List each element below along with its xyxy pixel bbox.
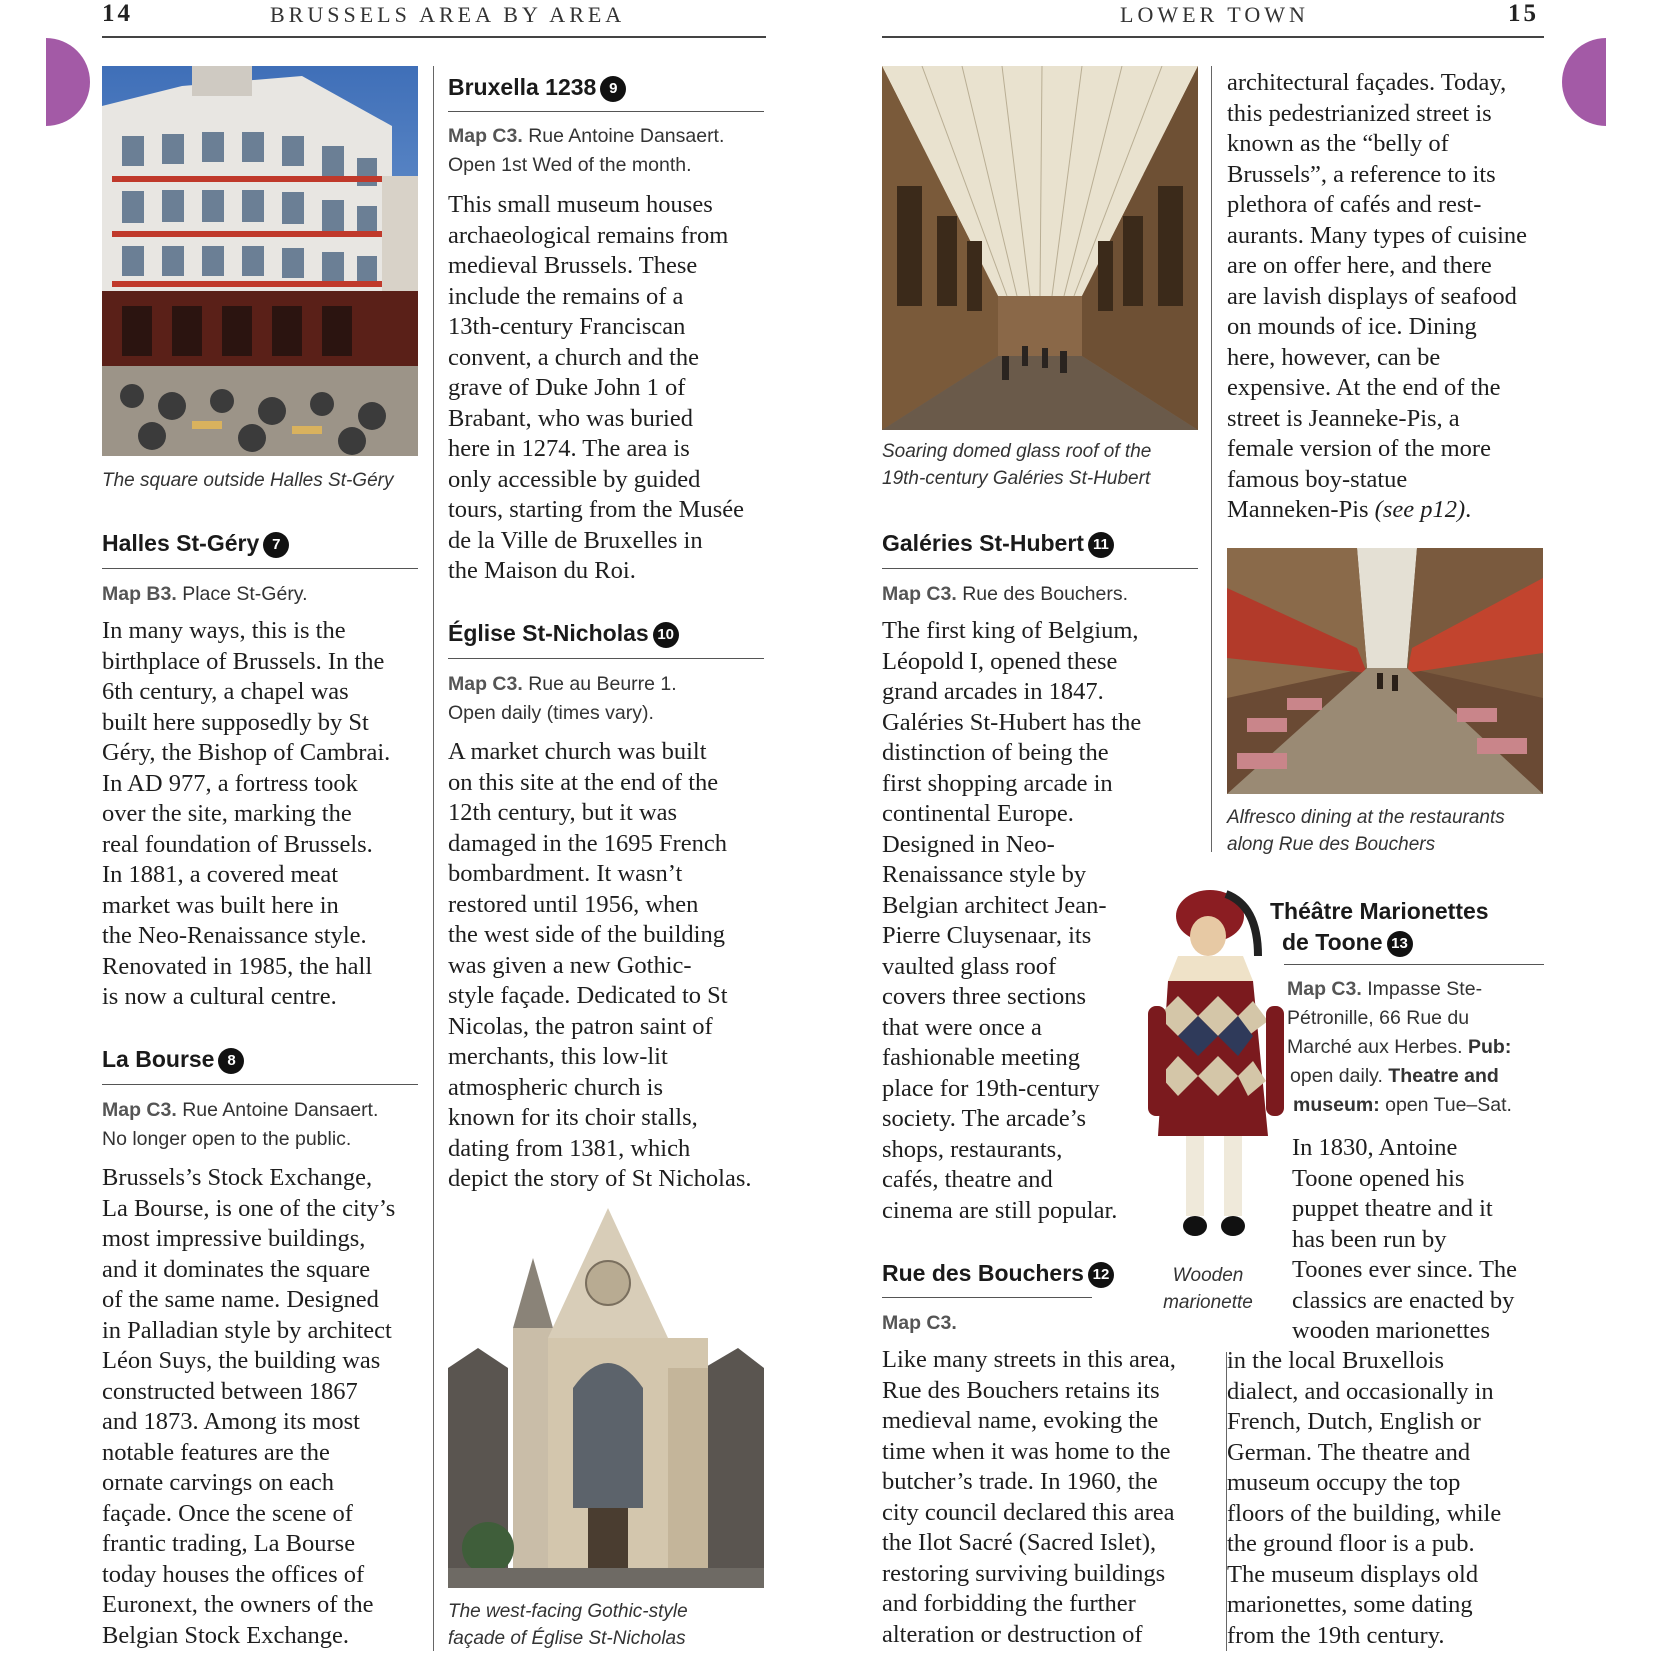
halles-title: Halles St-Géry (102, 530, 260, 556)
galeries-photo (882, 66, 1198, 430)
halles-number-badge: 7 (263, 532, 289, 558)
bourse-address: Rue Antoine Dansaert. (182, 1099, 379, 1121)
galeries-heading (882, 530, 1114, 558)
halles-body: In many ways, this is the birthplace of Brussels. In the 6th century, a chapel was built here supposedly by St Géry, the Bishop of Cambrai. In AD 977, a fortress took over the site, marking the real foundation of Brussels. In 1881, a covered meat market was built here in the Neo-Renaissance style. Renovated in 1985, the hall is now a cultural centre. (102, 617, 391, 1010)
bouchers-map-ref: Map C3. (882, 1312, 957, 1334)
toone-title-line2: de Toone (1282, 929, 1383, 955)
right-page-number: 15 (1508, 0, 1539, 27)
left-page-number: 14 (102, 0, 133, 27)
galeries-photo-caption: Soaring domed glass roof of the 19th-century Galéries St-Hubert (882, 441, 1152, 489)
bouchers-title: Rue des Bouchers (882, 1260, 1084, 1286)
toone-body: in the local Bruxellois dialect, and occasionally in French, Dutch, English or German. The theatre and museum occupy the top floors of the building, while the ground floor is a pub. The museum displays old marionettes, some dating from the 19th century. (1227, 1347, 1502, 1649)
bruxella-map-ref: Map C3. (448, 125, 523, 147)
bruxella-body: This small museum houses archaeological remains from medieval Brussels. These include the remains of a 13th-century Franciscan convent, a church and the grave of Duke John 1 of Brabant, who was buried here in 1274. The area is only accessible by guided tours, starting from the Musée de la Ville de Bruxelles in the Maison du Roi. (448, 191, 744, 584)
bouchers-heading (882, 1260, 1114, 1288)
column-divider-left (433, 66, 434, 1651)
bourse-number-badge: 8 (218, 1048, 244, 1074)
eglise-heading (448, 620, 679, 648)
toone-number-badge: 13 (1387, 931, 1413, 957)
bouchers-body: Like many streets in this area, Rue des Bouchers retains its medieval name, evoking the time when it was home to the butcher’s trade. In 1960, the city council declared this area the Ilot Sacré (Sacred Islet), restoring surviving buildings and forbidding the further alteration or destruction of (882, 1346, 1176, 1648)
halles-heading-rule (102, 568, 418, 569)
galeries-title: Galéries St-Hubert (882, 530, 1084, 556)
galeries-address: Rue des Bouchers. (962, 583, 1129, 605)
toone-body-narrow: In 1830, Antoine Toone opened his puppet theatre and it has been run by Toones ever since. The classics are enacted by wooden marionettes (1292, 1134, 1518, 1344)
bruxella-heading-rule (448, 111, 764, 112)
cross-reference: (see p12) (1374, 496, 1466, 523)
toone-title-line1: Théâtre Marionettes (1270, 898, 1489, 924)
eglise-address: Rue au Beurre 1. (528, 673, 677, 695)
chapter-tab-left (46, 38, 90, 126)
eglise-map-ref: Map C3. (448, 673, 523, 695)
bourse-heading-rule (102, 1084, 418, 1085)
bourse-title: La Bourse (102, 1046, 215, 1072)
bourse-map-ref: Map C3. (102, 1099, 177, 1121)
toone-info: Map C3. Impasse Ste- Pétronille, 66 Rue du Marché aux Herbes. Pub: open daily. Theatre and museum: open Tue–Sat. (1287, 978, 1512, 1116)
halles-heading (102, 530, 289, 558)
toone-map-ref: Map C3. (1287, 978, 1362, 1000)
bourse-info (102, 1096, 378, 1154)
bruxella-title: Bruxella 1238 (448, 74, 597, 100)
header-rule-left (102, 36, 766, 38)
bourse-body: Brussels’s Stock Exchange, La Bourse, is one of the city’s most impressive buildings, and it dominates the square of the same name. Designed in Palladian style by architect Léon Suys, the building was constructed between 1867 and 1873. Among its most notable features are the ornate carvings on each façade. Once the scene of frantic trading, La Bourse today houses the offices of Euronext, the owners of the Belgian Stock Exchange. (102, 1164, 396, 1649)
bourse-heading (102, 1046, 244, 1074)
bruxella-hours: Open 1st Wed of the month. (448, 154, 692, 176)
left-running-title: BRUSSELS AREA BY AREA (270, 2, 626, 27)
galeries-info (882, 580, 1128, 609)
halles-map-ref: Map B3. (102, 583, 177, 605)
bouchers-number-badge: 12 (1088, 1262, 1114, 1288)
bruxella-number-badge: 9 (600, 76, 626, 102)
halles-photo (102, 66, 418, 456)
eglise-photo (448, 1208, 764, 1588)
halles-address: Place St-Géry. (182, 583, 308, 605)
bruxella-info (448, 122, 724, 180)
eglise-body: A market church was built on this site at the end of the 12th century, but it was damaged in the 1695 French bombardment. It wasn’t restored until 1956, when the west side of the building was given a new Gothic- style façade. Dedicated to St Nicolas, the patron saint of merchants, this low-lit atmospheric church is known for its choir stalls, dating from 1381, which depict the story of St Nicholas. (448, 738, 752, 1192)
eglise-hours: Open daily (times vary). (448, 702, 654, 724)
galeries-body: The first king of Belgium, Léopold I, opened these grand arcades in 1847. Galéries St-Hubert has the distinction of being the first shopping arcade in continental Europe. Designed in Neo- Renaissance style by Belgian architect Jean- Pierre Cluysenaar, its vaulted glass roof covers three sections that were once a fashionable meeting place for 19th-century society. The arcade’s shops, restaurants, cafés, theatre and cinema are still popular. (882, 617, 1142, 1224)
bouchers-photo-caption: Alfresco dining at the restaurants along Rue des Bouchers (1227, 807, 1505, 855)
toone-heading (1270, 896, 1489, 958)
bourse-hours: No longer open to the public. (102, 1128, 352, 1150)
bruxella-address: Rue Antoine Dansaert. (528, 125, 725, 147)
marionette-caption: Wooden marionette (1163, 1265, 1253, 1313)
header-rule-right (882, 36, 1544, 38)
galeries-heading-rule (882, 568, 1198, 569)
bouchers-info (882, 1309, 957, 1338)
bruxella-heading (448, 74, 626, 102)
galeries-number-badge: 11 (1088, 532, 1114, 558)
bouchers-body-continued: architectural façades. Today, this pedestrianized street is known as the “belly of Brussels”, a reference to its plethora of cafés and rest- aurants. Many types of cuisine are on offer here, and there are lavish displays of seafood on mounds of ice. Dining here, however, can be expensive. At the end of the street is Jeanneke-Pis, a female version of the more famous boy-statue Manneken-Pis (see p12). (1227, 69, 1528, 523)
galeries-map-ref: Map C3. (882, 583, 957, 605)
eglise-info (448, 670, 677, 728)
halles-info (102, 580, 308, 609)
marionette-photo (1148, 886, 1284, 1258)
column-divider-right-top (1211, 66, 1212, 852)
eglise-title: Église St-Nicholas (448, 620, 649, 646)
chapter-tab-right (1562, 38, 1606, 126)
eglise-number-badge: 10 (653, 622, 679, 648)
toone-heading-rule (1284, 964, 1544, 965)
bouchers-photo (1227, 548, 1543, 794)
bouchers-heading-rule (882, 1297, 1092, 1298)
eglise-photo-caption: The west-facing Gothic-style façade of Église St-Nicholas (448, 1601, 688, 1649)
right-running-title: LOWER TOWN (1120, 2, 1309, 27)
eglise-heading-rule (448, 658, 764, 659)
halles-photo-caption: The square outside Halles St-Géry (102, 470, 394, 491)
